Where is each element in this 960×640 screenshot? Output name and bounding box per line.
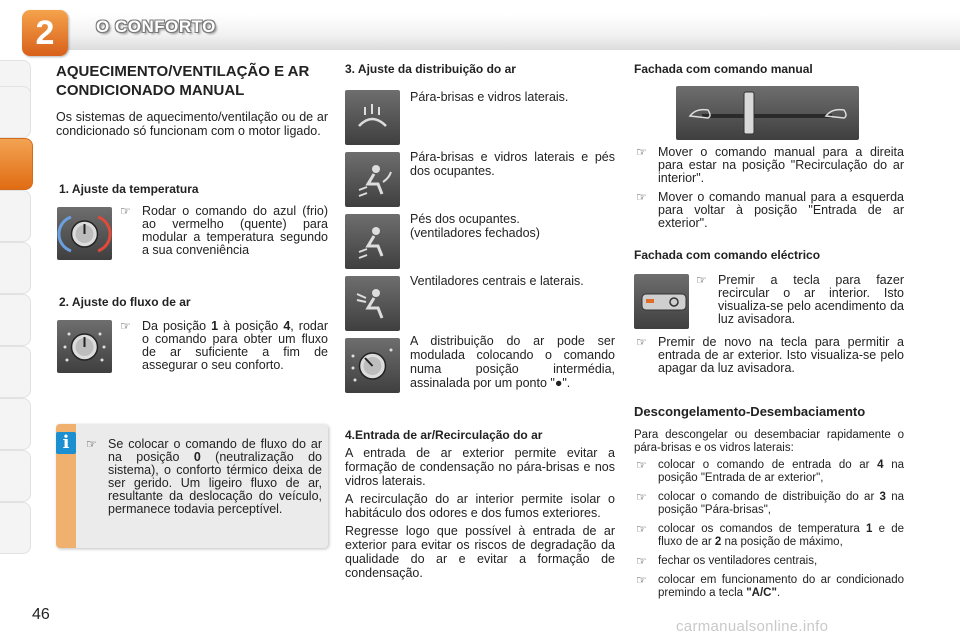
bullet-hand-icon: ☞ [120, 319, 131, 333]
bullet-hand-icon: ☞ [636, 573, 647, 587]
chapter-tab[interactable] [0, 86, 31, 138]
distribution-vents: Ventiladores centrais e laterais. [410, 274, 584, 288]
bullet-hand-icon: ☞ [636, 490, 647, 504]
bullet-hand-icon: ☞ [636, 554, 647, 568]
electric-bullet-2: Premir de novo na tecla para permitir a entrada de ar exterior. Isto visualiza-se pelo apagar da luz avisadora. [658, 335, 904, 375]
bullet-hand-icon: ☞ [636, 335, 647, 349]
page-number: 46 [32, 606, 50, 623]
defrost-step-4: fechar os ventiladores centrais, [658, 555, 818, 567]
distribution-note: A distribuição do ar pode ser modulada colocando o comando numa posição intermédia, assinalada por um ponto "●". [410, 334, 615, 390]
chapter-tab[interactable] [0, 294, 31, 346]
face-vents-icon [345, 276, 400, 331]
flow-text: Da posição 1 à posição 4, rodar o comando para obter um fluxo de ar suficiente a fim de assegurar o seu conforto. [142, 319, 328, 372]
bullet-hand-icon: ☞ [636, 190, 647, 204]
defrost-intro: Para descongelar ou desembaciar rapidamente o pára-brisas e os vidros laterais: [634, 429, 904, 454]
temperature-knob-icon [57, 207, 112, 260]
chapter-tab[interactable] [0, 190, 31, 242]
electric-control-heading: Fachada com comando eléctrico [634, 248, 821, 262]
windscreen-demist-icon [345, 90, 400, 145]
chapter-tab[interactable] [0, 346, 31, 398]
defrost-step-3: colocar os comandos de temperatura 1 e de fluxo de ar 2 na posição de máximo, [658, 523, 905, 548]
manual-recirc-slider-icon [676, 86, 859, 140]
distribution-windscreen-feet: Pára-brisas e vidros laterais e pés dos ocupantes. [410, 150, 615, 178]
defrost-heading: Descongelamento-Desembaciamento [634, 404, 866, 419]
info-text: Se colocar o comando de fluxo do ar na posição 0 (neutralização do sistema), o conforto térmico deixa de ser gerido. Um ligeiro fluxo de ar, resultante da deslocação do veículo, permanece todavia perceptível. [108, 437, 322, 516]
windscreen-feet-icon [345, 152, 400, 207]
section-title: AQUECIMENTO/VENTILAÇÃO E AR CONDICIONADO MANUAL [56, 63, 310, 99]
chapter-tab[interactable] [0, 398, 31, 450]
manual-bullet-1: Mover o comando manual para a direita para estar na posição "Recirculação do ar interior". [658, 145, 904, 185]
temperature-heading: 1. Ajuste da temperatura [59, 182, 199, 196]
bullet-hand-icon: ☞ [636, 145, 647, 159]
flow-heading: 2. Ajuste do fluxo de ar [59, 295, 191, 309]
intro-text: Os sistemas de aquecimento/ventilação ou de ar condicionado só funcionam com o motor ligado. [56, 110, 328, 138]
chapter-tab-active[interactable] [0, 138, 33, 190]
chapter-number: 2 [22, 10, 68, 56]
bullet-hand-icon: ☞ [120, 204, 131, 218]
bullet-hand-icon: ☞ [86, 437, 97, 451]
bullet-hand-icon: ☞ [696, 273, 707, 287]
defrost-step-1: colocar o comando de entrada do ar 4 na posição "Entrada de ar exterior", [658, 459, 904, 484]
chapter-tab[interactable] [0, 242, 31, 294]
temperature-text: Rodar o comando do azul (frio) ao vermelho (quente) para modular a temperatura segundo a sua conveniência [142, 204, 328, 257]
defrost-step-5: colocar em funcionamento do ar condicionado premindo a tecla "A/C". [658, 574, 904, 599]
fan-knob-icon [57, 320, 112, 373]
info-icon: i [56, 432, 76, 454]
distribution-windscreen: Pára-brisas e vidros laterais. [410, 90, 569, 104]
defrost-step-2: colocar o comando de distribuição do ar 3 na posição "Pára-brisas", [658, 491, 904, 516]
distribution-knob-icon [345, 338, 400, 393]
distribution-heading: 3. Ajuste da distribuição do ar [345, 62, 516, 76]
feet-icon [345, 214, 400, 269]
distribution-feet: Pés dos ocupantes. (ventiladores fechados) [410, 212, 540, 240]
page-title: O CONFORTO [96, 17, 216, 36]
recirculation-text: A entrada de ar exterior permite evitar a formação de condensação no pára-brisas e nos vidros laterais. A recirculação do ar interior permite isolar o habitáculo dos odores e dos fumos exteriores. Regresse logo que possível à entrada de ar exterior para evitar os riscos de degradação da qualidade do ar e evitar a formação de condensação. [345, 446, 615, 580]
bullet-hand-icon: ☞ [636, 458, 647, 472]
manual-bullet-2: Mover o comando manual para a esquerda para voltar à posição "Entrada de ar exterior". [658, 190, 904, 230]
manual-control-heading: Fachada com comando manual [634, 62, 813, 76]
chapter-tab[interactable] [0, 502, 31, 554]
recirculation-button-icon[interactable] [634, 274, 689, 329]
watermark: carmanualsonline.info [676, 618, 829, 635]
recirculation-heading: 4.Entrada de ar/Recirculação do ar [345, 428, 543, 442]
chapter-tab[interactable] [0, 450, 31, 502]
bullet-hand-icon: ☞ [636, 522, 647, 536]
electric-bullet-1: Premir a tecla para fazer recircular o ar interior. Isto visualiza-se pelo acendimento da luz avisadora. [718, 273, 904, 326]
